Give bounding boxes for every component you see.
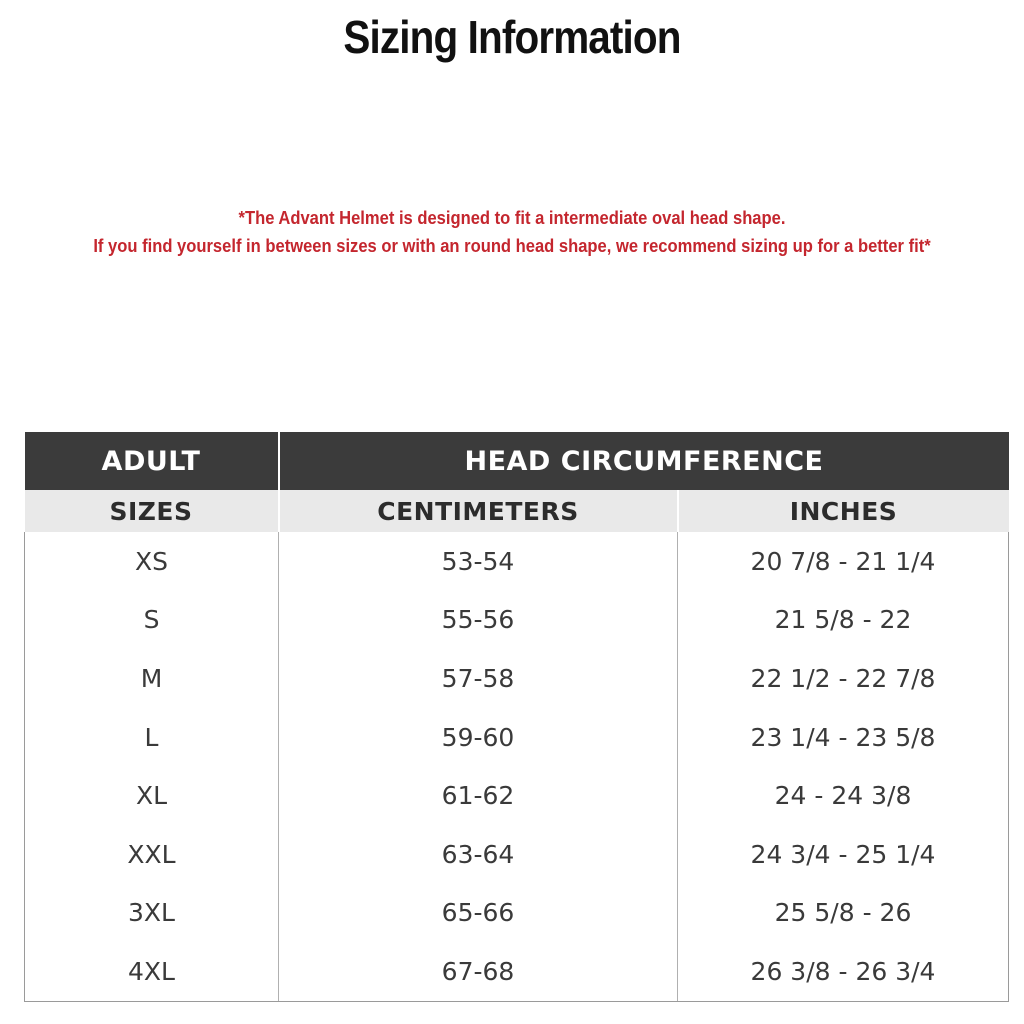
- table-row: [25, 649, 1009, 708]
- centimeters-cell: 59-60: [279, 708, 678, 767]
- table-row: [25, 942, 1009, 1001]
- table-subheader-row: [25, 490, 1009, 532]
- fit-note-line-2: If you find yourself in between sizes or with an round head shape, we recommend sizing up for a better fit*: [93, 236, 931, 256]
- centimeters-cell: 57-58: [279, 649, 678, 708]
- table-header-row: [25, 432, 1009, 490]
- size-cell: XL: [25, 766, 279, 825]
- size-cell: M: [25, 649, 279, 708]
- inches-cell: 24 - 24 3/8: [678, 766, 1009, 825]
- centimeters-cell: 67-68: [279, 942, 678, 1001]
- fit-note-line-1: *The Advant Helmet is designed to fit a intermediate oval head shape.: [238, 208, 786, 228]
- size-cell: L: [25, 708, 279, 767]
- inches-cell: 24 3/4 - 25 1/4: [678, 825, 1009, 884]
- size-cell: XS: [25, 532, 279, 591]
- page-title: Sizing Information: [343, 11, 681, 63]
- table-row: [25, 532, 1009, 591]
- centimeters-cell: 61-62: [279, 766, 678, 825]
- inches-cell: 21 5/8 - 22: [678, 591, 1009, 650]
- header-adult: ADULT: [25, 432, 279, 490]
- header-head-circumference: HEAD CIRCUMFERENCE: [279, 432, 1009, 490]
- sizing-table: [24, 432, 1009, 1002]
- table-row: [25, 766, 1009, 825]
- header-sizes: SIZES: [25, 490, 279, 532]
- size-cell: XXL: [25, 825, 279, 884]
- table-row: [25, 591, 1009, 650]
- header-centimeters: CENTIMETERS: [279, 490, 678, 532]
- table-row: [25, 825, 1009, 884]
- header-inches: INCHES: [678, 490, 1009, 532]
- table-row: [25, 708, 1009, 767]
- size-cell: S: [25, 591, 279, 650]
- inches-cell: 20 7/8 - 21 1/4: [678, 532, 1009, 591]
- inches-cell: 26 3/8 - 26 3/4: [678, 942, 1009, 1001]
- centimeters-cell: 55-56: [279, 591, 678, 650]
- size-cell: 4XL: [25, 942, 279, 1001]
- centimeters-cell: 63-64: [279, 825, 678, 884]
- inches-cell: 22 1/2 - 22 7/8: [678, 649, 1009, 708]
- inches-cell: 23 1/4 - 23 5/8: [678, 708, 1009, 767]
- table-row: [25, 884, 1009, 943]
- centimeters-cell: 53-54: [279, 532, 678, 591]
- size-cell: 3XL: [25, 884, 279, 943]
- centimeters-cell: 65-66: [279, 884, 678, 943]
- inches-cell: 25 5/8 - 26: [678, 884, 1009, 943]
